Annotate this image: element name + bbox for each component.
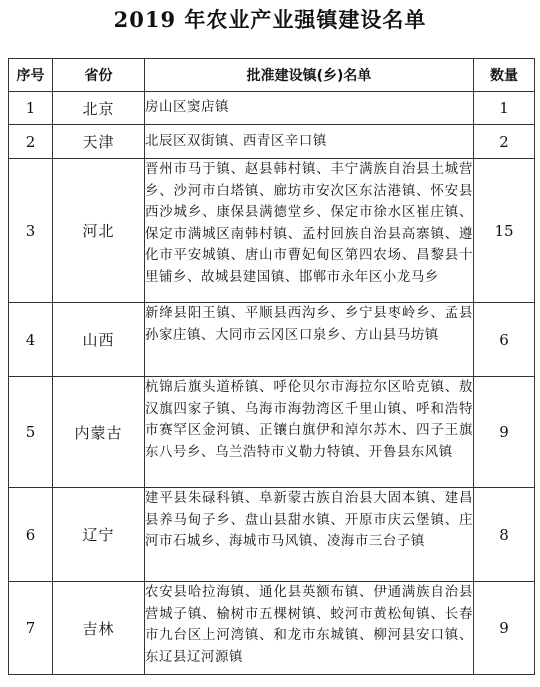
table-row: [9, 92, 535, 125]
row-count: 9: [474, 377, 535, 488]
row-towns: 房山区窦店镇: [145, 92, 474, 125]
row-province: 吉林: [53, 582, 145, 675]
row-seq: 2: [9, 125, 53, 159]
header-seq: 序号: [9, 59, 53, 92]
row-count: 2: [474, 125, 535, 159]
table-row: [9, 377, 535, 488]
document-title: 2019 年农业产业强镇建设名单: [113, 7, 427, 32]
row-towns: 农安县哈拉海镇、通化县英额布镇、伊通满族自治县营城子镇、榆树市五棵树镇、蛟河市黄松甸镇、长春市九台区上河湾镇、和龙市东城镇、柳河县安口镇、东辽县辽河源镇: [145, 582, 474, 675]
header-count: 数量: [474, 59, 535, 92]
row-seq: 6: [9, 488, 53, 582]
row-count: 1: [474, 92, 535, 125]
row-count: 15: [474, 159, 535, 303]
row-count: 9: [474, 582, 535, 675]
row-seq: 5: [9, 377, 53, 488]
row-province: 辽宁: [53, 488, 145, 582]
row-towns: 建平县朱碌科镇、阜新蒙古族自治县大固本镇、建昌县养马甸子乡、盘山县甜水镇、开原市庆云堡镇、庄河市石城乡、海城市马风镇、凌海市三台子镇: [145, 488, 474, 582]
table-row: [9, 488, 535, 582]
row-seq: 4: [9, 303, 53, 377]
header-towns: 批准建设镇(乡)名单: [145, 59, 474, 92]
row-province: 河北: [53, 159, 145, 303]
table-row: [9, 159, 535, 303]
row-towns: 杭锦后旗头道桥镇、呼伦贝尔市海拉尔区哈克镇、敖汉旗四家子镇、乌海市海勃湾区千里山镇、呼和浩特市赛罕区金河镇、正镶白旗伊和淖尔苏木、四子王旗东八号乡、乌兰浩特市义勒力特镇、开鲁县东风镇: [145, 377, 474, 488]
row-province: 北京: [53, 92, 145, 125]
row-count: 8: [474, 488, 535, 582]
row-province: 天津: [53, 125, 145, 159]
row-towns: 晋州市马于镇、赵县韩村镇、丰宁满族自治县土城营乡、沙河市白塔镇、廊坊市安次区东沽港镇、怀安县西沙城乡、康保县满德堂乡、保定市徐水区崔庄镇、保定市满城区南韩村镇、孟村回族自治县高寨镇、遵化市平安城镇、唐山市曹妃甸区第四农场、昌黎县十里铺乡、故城县建国镇、邯郸市永年区小龙马乡: [145, 159, 474, 303]
table-header-row: [9, 59, 535, 92]
table-row: [9, 125, 535, 159]
table-row: [9, 582, 535, 675]
town-list-table: [8, 58, 535, 675]
row-towns: 新绛县阳王镇、平顺县西沟乡、乡宁县枣岭乡、孟县孙家庄镇、大同市云冈区口泉乡、方山县马坊镇: [145, 303, 474, 377]
table-row: [9, 303, 535, 377]
row-province: 内蒙古: [53, 377, 145, 488]
row-count: 6: [474, 303, 535, 377]
row-seq: 7: [9, 582, 53, 675]
header-province: 省份: [53, 59, 145, 92]
row-towns: 北辰区双街镇、西青区辛口镇: [145, 125, 474, 159]
row-seq: 3: [9, 159, 53, 303]
row-province: 山西: [53, 303, 145, 377]
row-seq: 1: [9, 92, 53, 125]
